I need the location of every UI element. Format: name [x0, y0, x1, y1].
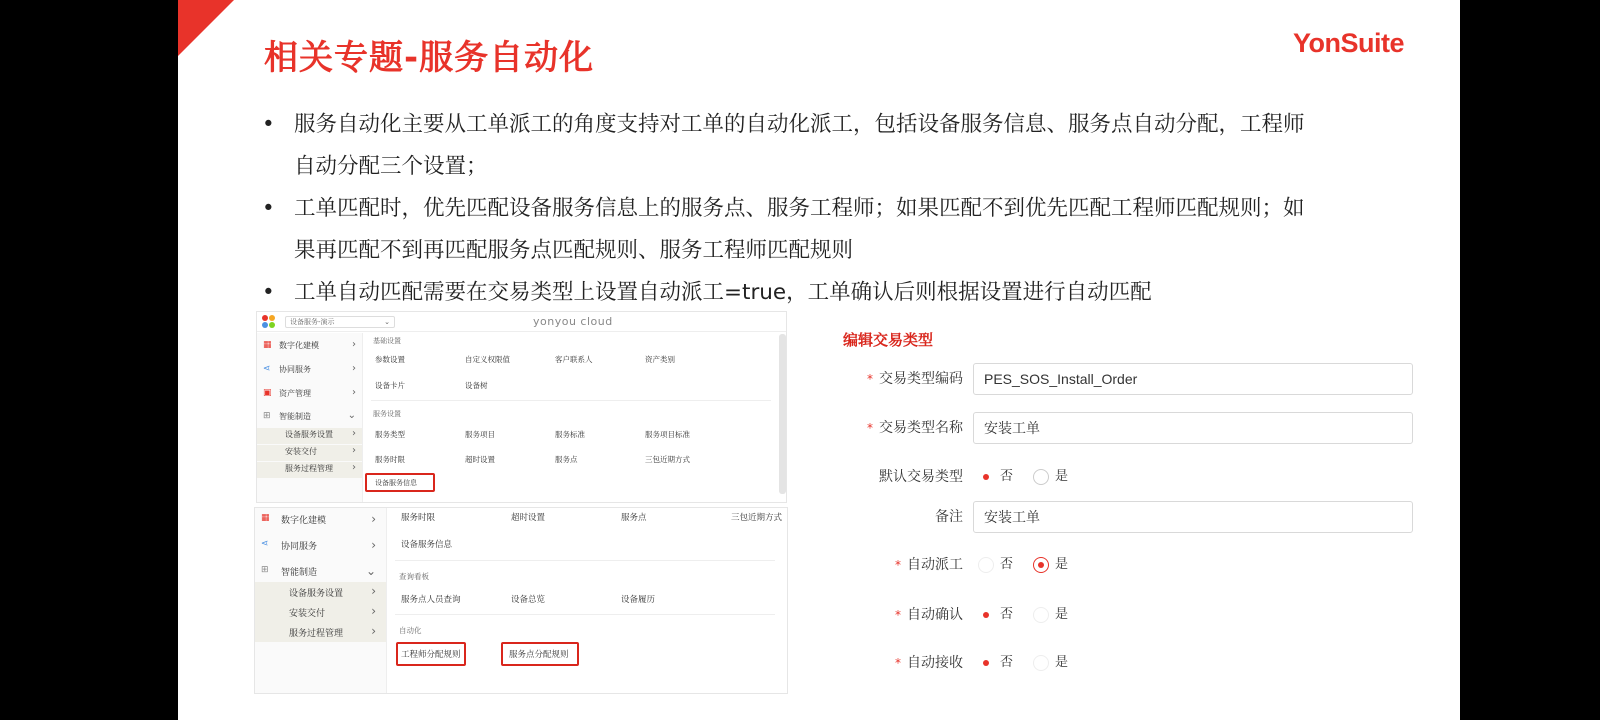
radio-auto-dispatch-no[interactable]	[978, 556, 1013, 574]
org-select-value: 设备服务-演示	[290, 318, 335, 326]
slide-title: 相关专题-服务自动化	[264, 38, 595, 78]
form-title: 编辑交易类型	[843, 331, 934, 349]
menu-link[interactable]: 设备履历	[621, 595, 656, 605]
asset-icon: ▣	[263, 388, 272, 398]
divider	[395, 614, 775, 615]
share-icon: ⋖	[263, 364, 271, 374]
sidebar-subitem-process[interactable]	[255, 622, 386, 642]
chevron-right-icon: ›	[352, 387, 356, 398]
sidebar-item-label: 安装交付	[285, 447, 317, 456]
field-label	[867, 412, 963, 444]
sidebar-item-label: 智能制造	[279, 412, 311, 421]
type-code-input[interactable]: PES_SOS_Install_Order	[973, 363, 1413, 395]
menu-link[interactable]: 设备服务信息	[401, 540, 453, 550]
yonsuite-logo: YonSuite	[1292, 28, 1404, 58]
sidebar-item-label: 协同服务	[279, 365, 311, 374]
bullet-list	[262, 104, 1312, 314]
service-point-assign-rule-link[interactable]: 服务点分配规则	[509, 650, 569, 660]
menu-link[interactable]: 服务标准	[555, 430, 585, 439]
menu-link[interactable]: 服务类型	[375, 430, 405, 439]
radio-default-no[interactable]	[978, 468, 1013, 486]
sidebar-subitem-install[interactable]	[257, 445, 362, 461]
radio-unselected-icon	[978, 557, 994, 573]
sidebar-item-label: 安装交付	[289, 609, 326, 619]
field-label: 默认交易类型	[879, 469, 963, 485]
radio-label: 是	[1055, 557, 1069, 572]
divider	[395, 560, 775, 561]
sidebar-item-label: 智能制造	[281, 568, 318, 578]
section-basic: 基础设置	[373, 337, 401, 345]
radio-unselected-icon	[1033, 469, 1049, 485]
chevron-right-icon: ›	[371, 512, 376, 526]
radio-auto-receive-yes[interactable]	[1033, 654, 1068, 672]
chevron-right-icon: ›	[352, 462, 356, 473]
chevron-right-icon: ›	[371, 624, 376, 638]
field-label	[867, 363, 963, 395]
chevron-down-icon: ⌄	[347, 410, 356, 421]
sidebar-item-label: 设备服务设置	[285, 430, 333, 439]
type-name-input[interactable]: 安装工单	[973, 412, 1413, 444]
menu-link[interactable]: 三包近期方式	[645, 455, 690, 464]
sidebar-item-label: 数字化建模	[279, 341, 319, 350]
field-auto-receive	[843, 647, 1413, 679]
menu-link[interactable]: 超时设置	[511, 513, 546, 523]
bullet-text: 工单自动匹配需要在交易类型上设置自动派工=true，工单确认后则根据设置进行自动匹配	[294, 280, 1152, 305]
required-marker: *	[867, 372, 873, 386]
menu-link[interactable]: 服务点人员查询	[401, 595, 461, 605]
menu-link[interactable]: 服务项目	[465, 430, 495, 439]
radio-auto-receive-no[interactable]	[978, 654, 1013, 672]
bullet-marker: •	[262, 112, 275, 137]
radio-unselected-icon	[1033, 607, 1049, 623]
sidebar-item-label: 数字化建模	[281, 516, 327, 526]
field-type-name	[843, 412, 1413, 444]
field-label	[895, 549, 963, 581]
menu-link[interactable]: 资产类别	[645, 355, 675, 364]
chevron-down-icon: ⌄	[365, 564, 376, 578]
field-auto-dispatch	[843, 549, 1413, 581]
required-marker: *	[895, 608, 901, 622]
field-type-code	[843, 363, 1413, 395]
apps-icon: ⊞	[263, 411, 271, 421]
app-logo-icon[interactable]	[262, 315, 276, 329]
radio-label: 否	[1000, 607, 1014, 622]
radio-label: 否	[1000, 655, 1014, 670]
edit-transaction-type-form	[843, 325, 1413, 695]
field-label	[895, 599, 963, 631]
field-label-text: 自动接收	[907, 655, 963, 671]
menu-link[interactable]: 服务点	[621, 513, 647, 523]
chevron-down-icon: ⌄	[384, 318, 390, 326]
section-auto: 自动化	[399, 626, 422, 635]
sidebar-item-asset[interactable]	[257, 387, 362, 401]
menu-link[interactable]: 服务项目标准	[645, 430, 690, 439]
radio-auto-confirm-yes[interactable]	[1033, 606, 1068, 624]
menu-screenshot-2	[254, 507, 788, 694]
grid-icon: ▦	[261, 513, 270, 523]
field-label-text: 交易类型名称	[879, 420, 963, 436]
bullet-text: 服务自动化主要从工单派工的角度支持对工单的自动化派工，包括设备服务信息、服务点自动分配，工程师自动分配三个设置；	[294, 112, 1305, 179]
sidebar-item-digital-modeling[interactable]	[257, 339, 362, 353]
menu-link[interactable]: 服务点	[555, 455, 578, 464]
section-query: 查询看板	[399, 572, 429, 581]
field-label-text: 自动确认	[907, 607, 963, 623]
menu-link[interactable]: 自定义权限值	[465, 355, 510, 364]
radio-default-yes[interactable]	[1033, 468, 1068, 486]
menu-link[interactable]: 参数设置	[375, 355, 405, 364]
sidebar	[255, 508, 387, 694]
sidebar-item-label: 资产管理	[279, 389, 311, 398]
divider	[371, 400, 771, 401]
menu-link[interactable]: 设备树	[465, 381, 488, 390]
sidebar-item-digital-modeling[interactable]	[255, 510, 386, 530]
apps-icon: ⊞	[261, 565, 269, 575]
chevron-right-icon: ›	[352, 445, 356, 456]
menu-link-device-service-info[interactable]: 设备服务信息	[375, 479, 417, 487]
sidebar-item-smart-mfg[interactable]	[257, 410, 362, 424]
field-default-type	[843, 461, 1413, 493]
sidebar-item-label: 设备服务设置	[289, 589, 344, 599]
remark-input[interactable]: 安装工单	[973, 501, 1413, 533]
required-marker: *	[895, 656, 901, 670]
radio-label: 否	[1000, 557, 1014, 572]
radio-label: 是	[1055, 469, 1069, 484]
menu-link[interactable]: 客户联系人	[555, 355, 593, 364]
radio-unselected-icon	[1033, 655, 1049, 671]
menu-link[interactable]: 服务时限	[401, 513, 436, 523]
radio-label: 是	[1055, 655, 1069, 670]
menu-link[interactable]: 超时设置	[465, 455, 495, 464]
chevron-right-icon: ›	[371, 604, 376, 618]
chevron-right-icon: ›	[352, 339, 356, 350]
sidebar	[257, 333, 363, 503]
engineer-assign-rule-link[interactable]: 工程师分配规则	[401, 650, 461, 660]
share-icon: ⋖	[261, 539, 269, 549]
radio-auto-confirm-no[interactable]	[978, 606, 1013, 624]
sidebar-item-collab[interactable]	[257, 363, 362, 377]
scrollbar[interactable]	[779, 334, 786, 494]
sidebar-item-label: 服务过程管理	[285, 464, 333, 473]
radio-label: 是	[1055, 607, 1069, 622]
field-label-text: 交易类型编码	[879, 371, 963, 387]
required-marker: *	[895, 558, 901, 572]
bullet-item	[262, 188, 1312, 272]
sidebar-item-collab[interactable]	[255, 536, 386, 556]
brand-text: yonyou cloud	[533, 315, 613, 328]
section-service: 服务设置	[373, 410, 401, 418]
bullet-text: 工单匹配时，优先匹配设备服务信息上的服务点、服务工程师；如果匹配不到优先匹配工程师匹配规则；如果再匹配不到再匹配服务点匹配规则、服务工程师匹配规则	[294, 196, 1305, 263]
chevron-right-icon: ›	[352, 363, 356, 374]
app-header	[257, 312, 786, 332]
grid-icon: ▦	[263, 340, 272, 350]
sidebar-subitem-install[interactable]	[255, 602, 386, 622]
chevron-right-icon: ›	[371, 584, 376, 598]
menu-link[interactable]: 服务时限	[375, 455, 405, 464]
bullet-item	[262, 272, 1312, 314]
sidebar-subitem-device-service[interactable]	[255, 582, 386, 602]
menu-link[interactable]: 三包近期方式	[731, 513, 783, 523]
sidebar-item-label: 协同服务	[281, 542, 318, 552]
field-label	[895, 647, 963, 679]
menu-screenshot-1	[256, 311, 787, 503]
sidebar-subitem-process[interactable]	[257, 462, 362, 478]
radio-label: 否	[1000, 469, 1014, 484]
sidebar-subitem-device-service[interactable]	[257, 428, 362, 444]
bullet-marker: •	[262, 196, 275, 221]
org-select[interactable]	[285, 316, 395, 328]
radio-selected-icon	[1033, 557, 1049, 573]
field-remark	[843, 501, 1413, 533]
bullet-marker: •	[262, 280, 275, 305]
radio-selected-icon	[978, 607, 994, 623]
field-label-text: 自动派工	[907, 557, 963, 573]
sidebar-item-smart-mfg[interactable]	[255, 562, 386, 582]
menu-link[interactable]: 设备总览	[511, 595, 546, 605]
field-auto-confirm	[843, 599, 1413, 631]
required-marker: *	[867, 421, 873, 435]
radio-auto-dispatch-yes[interactable]	[1033, 556, 1068, 574]
chevron-right-icon: ›	[352, 428, 356, 439]
field-label: 备注	[935, 509, 963, 525]
presentation-slide	[178, 0, 1460, 720]
radio-selected-icon	[978, 469, 994, 485]
corner-decoration	[178, 0, 234, 56]
menu-link[interactable]: 设备卡片	[375, 381, 405, 390]
radio-selected-icon	[978, 655, 994, 671]
sidebar-item-label: 服务过程管理	[289, 629, 344, 639]
chevron-right-icon: ›	[371, 538, 376, 552]
bullet-item	[262, 104, 1312, 188]
